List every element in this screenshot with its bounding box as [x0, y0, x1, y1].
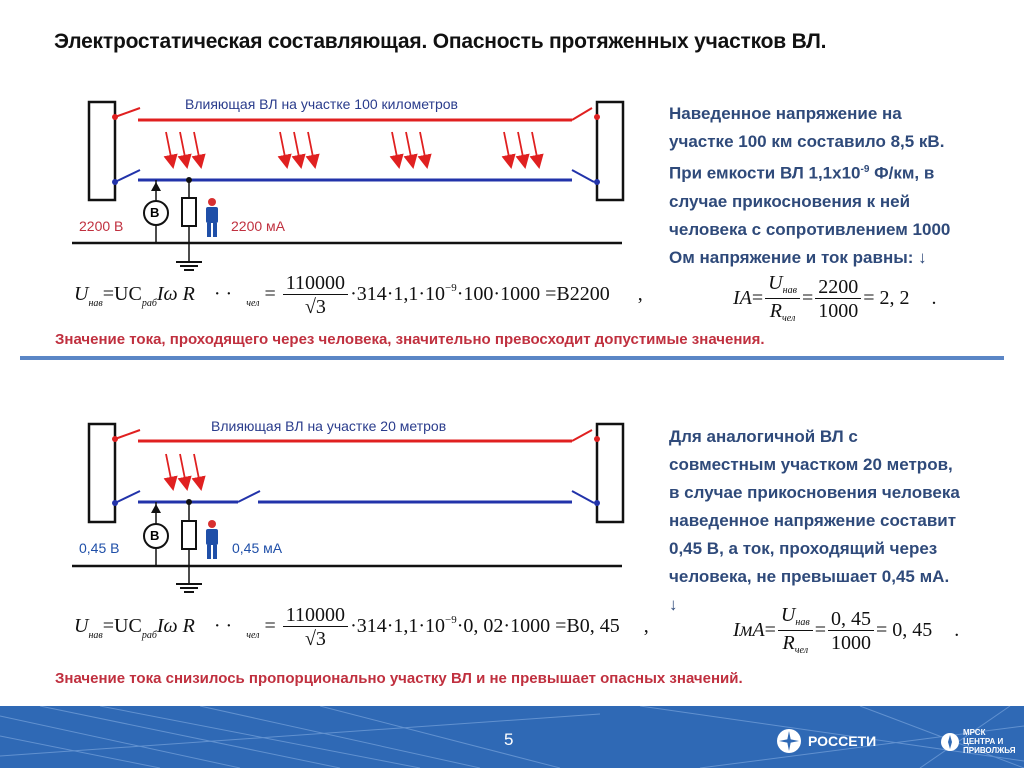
text-line: случае прикосновения к ней	[669, 191, 911, 211]
meter-letter-2: В	[150, 528, 160, 543]
text-line: ↓	[669, 595, 678, 614]
conclusion-note-1: Значение тока, проходящего через человека, значительно превосходит допустимые значения.	[55, 331, 765, 348]
worker-icon	[206, 198, 218, 237]
current-label-2: 0,45 мА	[232, 540, 283, 556]
rosseti-emblem-icon	[776, 728, 802, 754]
current-formula-1: IA= $\frac{U_{нав}}{R_{чел}}$ = $\frac{2200}{1000}$ = 2, 2 .	[733, 272, 937, 324]
text-line: совместным участком 20 метров,	[669, 455, 953, 474]
text-line: человека с сопротивлением 1000	[669, 219, 951, 239]
explanation-text-2	[669, 423, 960, 619]
current-label-1: 2200 мА	[231, 218, 285, 234]
diagram-2	[72, 424, 623, 592]
brand2-line: МРСК	[963, 728, 986, 737]
current-formula-2: IмA= $\frac{U_{нав}}{R_{чел}}$ = $\frac{0, 45}{1000}$ = 0, 45 .	[733, 604, 960, 656]
voltage-label-1: 2200 В	[79, 218, 124, 234]
page-number: 5	[504, 730, 514, 749]
line-label-1: Влияющая ВЛ на участке 100 километров	[185, 96, 458, 112]
text-line: Для аналогичной ВЛ с	[669, 427, 858, 446]
voltage-formula-2: $U_{нав}=UC_{раб}I\omega$ R · · $_{чел}$ = $\frac{110000}{√3}$ $\cdot 314\cdot 1,1\cdot 10^{-9}\cdot 0$, 02·1000 =B0, 45 ,	[74, 604, 649, 650]
line-label-2: Влияющая ВЛ на участке 20 метров	[211, 418, 447, 434]
conclusion-note-2: Значение тока снизилось пропорционально участку ВЛ и не превышает опасных значений.	[55, 670, 743, 687]
slide-title: Электростатическая составляющая. Опасность протяженных участков ВЛ.	[54, 30, 827, 53]
mrsk-emblem-icon	[940, 732, 960, 752]
text-line: Наведенное напряжение на	[669, 104, 902, 123]
text-line: Ом напряжение и ток равны: ↓	[669, 247, 927, 267]
text-line: наведенное напряжение составит	[669, 511, 957, 530]
text-line: человека, не превышает 0,45 мА.	[669, 567, 950, 586]
diagram-1	[72, 102, 623, 270]
voltage-label-2: 0,45 В	[79, 540, 120, 556]
brand2-line: ЦЕНТРА И	[963, 737, 1004, 746]
text-line: участке 100 км составило 8,5 кВ.	[669, 132, 945, 151]
meter-letter-1: В	[150, 205, 160, 220]
brand-name: РОССЕТИ	[808, 733, 877, 749]
voltage-formula-1: $U_{нав}=UC_{раб}I\omega$ R · · $_{чел}$ = $\frac{110000}{√3}$ $\cdot 314\cdot 1,1\cdot 10^{-9}\cdot 100\cdot 1000 =B2200$ ,	[74, 272, 643, 318]
section-divider	[20, 356, 1004, 360]
worker-icon	[206, 520, 218, 559]
rosseti-logo	[776, 728, 876, 754]
text-line: в случае прикосновения человека	[669, 483, 960, 502]
mrsk-logo	[940, 728, 1015, 755]
text-line: 0,45 В, а ток, проходящий через	[669, 539, 938, 558]
text-line: При емкости ВЛ $1,1х10^{-9}$ Ф/км, в	[669, 163, 935, 183]
exponent: -9	[860, 164, 870, 175]
explanation-text-1	[669, 100, 950, 272]
brand2-line: ПРИВОЛЖЬЯ	[963, 746, 1016, 755]
slide-footer	[0, 706, 1024, 768]
